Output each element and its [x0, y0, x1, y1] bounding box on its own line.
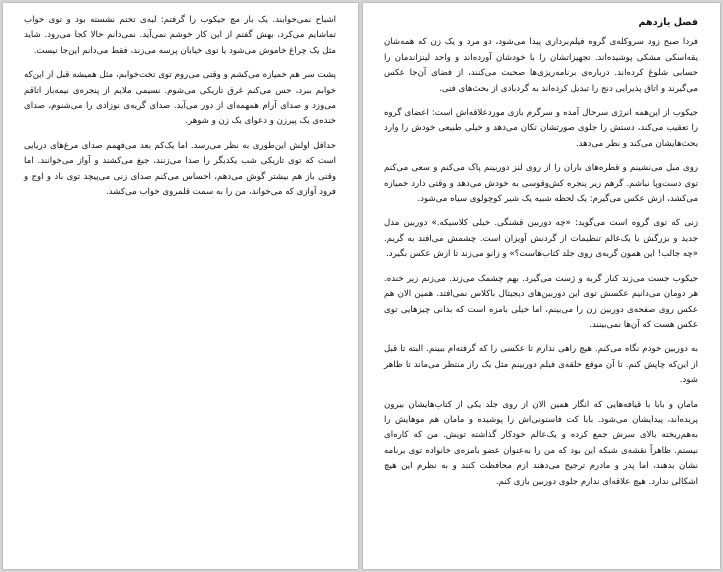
left-paragraph: حداقل اولش این‌طوری به نظر می‌رسد. اما یک‌کم بعد می‌فهمم صدای مرغ‌های دریایی است که توی تاریکی شب یکدیگر را صدا می‌زنند، جیغ می‌کشند و آواز می‌خوانند. اما وقتی باز هم بیشتر گوش می‌دهم، احساس می‌کنم صدای زنی می‌پیچد توی باد و اوج و فرود آوازی که می‌خواند، من را به سمت قلمروی خواب می‌کشد. [24, 140, 336, 198]
right-paragraph: روی مبل می‌نشینم و قطره‌های باران را از روی لنز دوربینم پاک می‌کنم و سعی می‌کنم توی دست‌وپا نباشم. گرهم زیر پنجره کش‌وقوسی به خودش می‌دهد و وقتی دارد خمیازه می‌کشد، ازش عکس می‌گیرم: یک لحظه شبیه یک شیر کوچولوی سیاه می‌شود. [384, 163, 698, 205]
left-paragraph: پشت سر هم خمیازه می‌کشم و وقتی می‌روم توی تخت‌خوابم، مثل همیشه قبل از این‌که خوابم ببرد، حس می‌کنم غرق تاریکی می‌شوم. نسیمی ملایم از پنجره‌ی نیمه‌باز اتاقم می‌وزد و صدای آرام همهمه‌ای از دور می‌آید. صدای گریه‌ی نوزادی را می‌شنوم، صدای خنده‌ی یک پیرزن و دعوای یک زن و شوهر. [24, 70, 336, 127]
right-paragraph: زنی که توی گروه است می‌گوید: «چه دوربین قشنگی. خیلی کلاسیکه.» دوربین مدل جدید و بزرگش با یک‌عالم تنظیمات از گردنش آویزان است. چشمش می‌افتد به گریم. «چه جالب! این همون گربه‌ی روی جلد کتاب‌هاست؟» و زانو می‌زند تا ازش عکس بگیرد. [384, 218, 698, 260]
right-paragraph: جیکوب جست می‌زند کنار گربه و ژست می‌گیرد. بهم چشمک می‌زند. می‌زنم زیر خنده. هر دومان می‌دانیم عکسش توی این دوربین‌های دیجیتال باکلاس نمی‌افتد. همین الان هم عکس روی صفحه‌ی دوربین زن را می‌بینم، اما خیلی بامزه است که بدانی چیزهایی توی عکس هست که آن‌ها نمی‌بینند. [384, 273, 698, 330]
right-paragraph: فردا صبح زود سروکله‌ی گروه فیلم‌برداری پیدا می‌شود، دو مرد و یک زن که همه‌شان یقه‌اسکی مشکی پوشیده‌اند. تجهیزاتشان را با خودشان آورده‌اند و واحد لینزاندمان را حسابی شلوغ کرده‌اند. درباره‌ی برنامه‌ریزی‌ها صحبت می‌کنند، از فضای آن‌جا عکس می‌گیرند و اتاق پذیرایی دنج را تبدیل کرده‌اند به گردبادی از بحث‌های فنی. [384, 37, 698, 94]
left-page [3, 3, 358, 569]
right-paragraph: به دوربین خودم نگاه می‌کنم. هیچ راهی ندارم تا عکسی را که گرفته‌ام ببینم. البته تا قبل از این‌که چاپش کنم. تا آن موقع حلقه‌ی فیلم دوربینم مثل یک راز منتظر می‌ماند تا ظاهر شود. [384, 344, 698, 386]
left-paragraph: اشباح نمی‌خوابند. یک بار مچ جیکوب را گرفتم: لبه‌ی تختم نشسته بود و توی خواب تماشایم می‌کرد، بهش گفتم از این کار خوشم نمی‌آید. نمی‌دانم حالا کجا می‌رود. شاید مثل یک چراغ خاموش می‌شود یا توی خیابان پرسه می‌زند، فقط می‌دانم این‌جا نیست. [24, 15, 336, 56]
right-page [363, 3, 720, 569]
right-paragraph: جیکوب از این‌همه انرژی سرحال آمده و سرگرم بازی موردعلاقه‌اش است: اعضای گروه را تعقیب می‌کند، دستش را جلوی صورتشان تکان می‌دهد و خیلی طبیعی خودش را وارد بحث‌هایشان می‌کند و نظر می‌دهد. [384, 108, 698, 149]
chapter-title: فصل یازدهم [638, 17, 698, 28]
right-paragraph: مامان و بابا با قیافه‌هایی که انگار همین الان از روی جلد یکی از کتاب‌هایشان بیرون پریده‌اند، پیدایشان می‌شود. بابا کت فاستونی‌اش را پوشیده و مامان هم موهایش را به‌هم‌ریخته بالای سرش جمع کرده و یک‌عالم خودکار گذاشته تویش. من که کاره‌ای نیستم. ظاهراً نقشه‌ی شبکه این بود که من را به‌عنوان عضو بامزه‌ی خانواده توی برنامه نشان بدهند، اما پدر و مادرم ترجیح می‌دهند ازم محافظت کنند و به نظرم این هیچ اشکالی ندارد. هیچ علاقه‌ای ندارم جلوی دوربین بازی کنم. [384, 399, 698, 487]
